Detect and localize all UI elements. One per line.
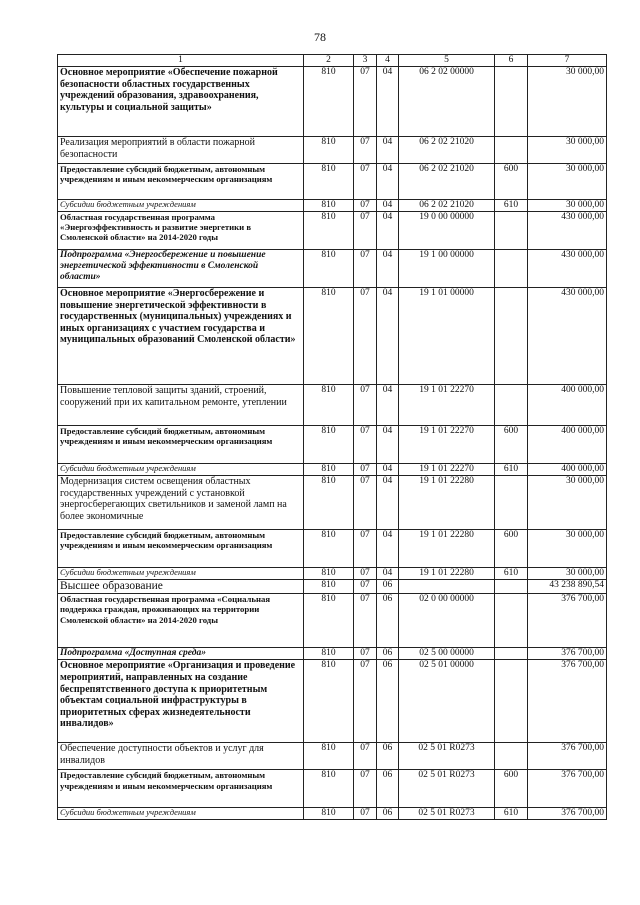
target-article-code: 06 2 02 00000 (399, 67, 495, 137)
target-article-code: 02 5 00 00000 (399, 648, 495, 660)
row-label: Повышение тепловой защиты зданий, строений, сооружений при их капитальном ремонте, утеплении (58, 385, 304, 426)
department-code: 810 (304, 385, 354, 426)
row-label: Высшее образование (58, 580, 304, 594)
section-code: 07 (354, 770, 377, 808)
amount: 30 000,00 (528, 476, 607, 530)
amount: 376 700,00 (528, 770, 607, 808)
target-article-code: 19 1 01 22270 (399, 426, 495, 464)
department-code: 810 (304, 660, 354, 743)
target-article-code: 19 1 01 22280 (399, 568, 495, 580)
target-article-code: 06 2 02 21020 (399, 164, 495, 200)
row-label: Основное мероприятие «Организация и проведение мероприятий, направленных на создание беспрепятственного доступа к приоритетным объектам социальной инфраструктуры в приоритетных сферах жизнедеятельности инвалидов» (58, 660, 304, 743)
department-code: 810 (304, 288, 354, 385)
amount: 376 700,00 (528, 648, 607, 660)
amount: 30 000,00 (528, 67, 607, 137)
amount: 30 000,00 (528, 137, 607, 164)
row-label: Субсидии бюджетным учреждениям (58, 464, 304, 476)
section-code: 07 (354, 808, 377, 820)
section-code: 07 (354, 594, 377, 648)
amount: 430 000,00 (528, 212, 607, 250)
expense-type-code: 610 (495, 200, 528, 212)
table-row (58, 200, 607, 212)
target-article-code: 19 1 01 22270 (399, 385, 495, 426)
row-label: Предоставление субсидий бюджетным, автономным учреждениям и иным некоммерческим организациям (58, 426, 304, 464)
subsection-code: 06 (377, 808, 399, 820)
header-cell: 7 (528, 55, 607, 67)
department-code: 810 (304, 648, 354, 660)
subsection-code: 06 (377, 580, 399, 594)
section-code: 07 (354, 67, 377, 137)
subsection-code: 04 (377, 385, 399, 426)
table-row (58, 660, 607, 743)
header-cell: 4 (377, 55, 399, 67)
target-article-code: 06 2 02 21020 (399, 200, 495, 212)
expense-type-code (495, 594, 528, 648)
row-label: Основное мероприятие «Обеспечение пожарной безопасности областных государственных учреждений образования, здравоохранения, культуры и социальной защиты» (58, 67, 304, 137)
table-row (58, 288, 607, 385)
row-label: Подпрограмма «Энергосбережение и повышение энергетической эффективности в Смоленской области» (58, 250, 304, 288)
section-code: 07 (354, 648, 377, 660)
table-body (58, 55, 607, 820)
header-cell: 2 (304, 55, 354, 67)
section-code: 07 (354, 568, 377, 580)
header-cell: 3 (354, 55, 377, 67)
table-row (58, 594, 607, 648)
department-code: 810 (304, 67, 354, 137)
subsection-code: 04 (377, 67, 399, 137)
row-label: Предоставление субсидий бюджетным, автономным учреждениям и иным некоммерческим организациям (58, 164, 304, 200)
subsection-code: 04 (377, 164, 399, 200)
row-label: Субсидии бюджетным учреждениям (58, 200, 304, 212)
amount: 376 700,00 (528, 808, 607, 820)
row-label: Предоставление субсидий бюджетным, автономным учреждениям и иным некоммерческим организациям (58, 530, 304, 568)
row-label: Реализация мероприятий в области пожарной безопасности (58, 137, 304, 164)
expense-type-code: 610 (495, 808, 528, 820)
section-code: 07 (354, 660, 377, 743)
target-article-code: 19 1 01 00000 (399, 288, 495, 385)
subsection-code: 04 (377, 426, 399, 464)
department-code: 810 (304, 464, 354, 476)
target-article-code: 06 2 02 21020 (399, 137, 495, 164)
target-article-code: 19 1 01 22280 (399, 530, 495, 568)
expense-type-code (495, 476, 528, 530)
department-code: 810 (304, 530, 354, 568)
target-article-code: 02 0 00 00000 (399, 594, 495, 648)
target-article-code: 19 1 01 22270 (399, 464, 495, 476)
department-code: 810 (304, 212, 354, 250)
subsection-code: 04 (377, 288, 399, 385)
row-label: Подпрограмма «Доступная среда» (58, 648, 304, 660)
department-code: 810 (304, 743, 354, 770)
subsection-code: 04 (377, 200, 399, 212)
expense-type-code (495, 580, 528, 594)
row-label: Субсидии бюджетным учреждениям (58, 808, 304, 820)
row-label: Предоставление субсидий бюджетным, автономным учреждениям и иным некоммерческим организациям (58, 770, 304, 808)
expense-type-code (495, 137, 528, 164)
table-row (58, 770, 607, 808)
expense-type-code (495, 385, 528, 426)
department-code: 810 (304, 568, 354, 580)
subsection-code: 04 (377, 137, 399, 164)
expense-type-code (495, 660, 528, 743)
target-article-code (399, 580, 495, 594)
target-article-code: 02 5 01 00000 (399, 660, 495, 743)
subsection-code: 06 (377, 648, 399, 660)
target-article-code: 02 5 01 R0273 (399, 808, 495, 820)
section-code: 07 (354, 212, 377, 250)
subsection-code: 04 (377, 568, 399, 580)
department-code: 810 (304, 137, 354, 164)
expense-type-code (495, 250, 528, 288)
department-code: 810 (304, 426, 354, 464)
table-row (58, 385, 607, 426)
section-code: 07 (354, 464, 377, 476)
expense-type-code (495, 743, 528, 770)
subsection-code: 04 (377, 250, 399, 288)
department-code: 810 (304, 200, 354, 212)
section-code: 07 (354, 580, 377, 594)
amount: 30 000,00 (528, 200, 607, 212)
expense-type-code (495, 67, 528, 137)
subsection-code: 06 (377, 770, 399, 808)
subsection-code: 06 (377, 594, 399, 648)
expense-type-code: 600 (495, 164, 528, 200)
amount: 376 700,00 (528, 594, 607, 648)
amount: 30 000,00 (528, 530, 607, 568)
table-row (58, 808, 607, 820)
amount: 30 000,00 (528, 568, 607, 580)
subsection-code: 06 (377, 743, 399, 770)
department-code: 810 (304, 250, 354, 288)
amount: 430 000,00 (528, 288, 607, 385)
section-code: 07 (354, 426, 377, 464)
expense-type-code: 600 (495, 770, 528, 808)
department-code: 810 (304, 476, 354, 530)
subsection-code: 04 (377, 476, 399, 530)
department-code: 810 (304, 580, 354, 594)
department-code: 810 (304, 770, 354, 808)
amount: 400 000,00 (528, 385, 607, 426)
target-article-code: 19 1 01 22280 (399, 476, 495, 530)
header-cell: 1 (58, 55, 304, 67)
table-row (58, 568, 607, 580)
table-row (58, 212, 607, 250)
budget-table (57, 54, 607, 820)
amount: 400 000,00 (528, 464, 607, 476)
header-cell: 6 (495, 55, 528, 67)
department-code: 810 (304, 164, 354, 200)
row-label: Областная государственная программа «Энергоэффективность и развитие энергетики в Смоленской области» на 2014-2020 годы (58, 212, 304, 250)
table-row (58, 137, 607, 164)
section-code: 07 (354, 743, 377, 770)
table-row (58, 67, 607, 137)
table-row (58, 426, 607, 464)
section-code: 07 (354, 200, 377, 212)
expense-type-code (495, 648, 528, 660)
row-label: Областная государственная программа «Социальная поддержка граждан, проживающих на территории Смоленской области» на 2014-2020 годы (58, 594, 304, 648)
section-code: 07 (354, 385, 377, 426)
subsection-code: 04 (377, 464, 399, 476)
page-number: 78 (314, 30, 326, 44)
amount: 400 000,00 (528, 426, 607, 464)
amount: 43 238 890,54 (528, 580, 607, 594)
table-row (58, 464, 607, 476)
amount: 430 000,00 (528, 250, 607, 288)
target-article-code: 02 5 01 R0273 (399, 743, 495, 770)
table-row (58, 580, 607, 594)
section-code: 07 (354, 288, 377, 385)
section-code: 07 (354, 476, 377, 530)
expense-type-code: 600 (495, 530, 528, 568)
row-label: Обеспечение доступности объектов и услуг для инвалидов (58, 743, 304, 770)
section-code: 07 (354, 530, 377, 568)
section-code: 07 (354, 250, 377, 288)
target-article-code: 02 5 01 R0273 (399, 770, 495, 808)
expense-type-code: 610 (495, 464, 528, 476)
table-row (58, 476, 607, 530)
row-label: Основное мероприятие «Энергосбережение и повышение энергетической эффективности в государственных (муниципальных) учреждениях и иных организациях с участием государства и муниципальных образований Смоленской области» (58, 288, 304, 385)
department-code: 810 (304, 594, 354, 648)
amount: 30 000,00 (528, 164, 607, 200)
expense-type-code (495, 212, 528, 250)
subsection-code: 06 (377, 660, 399, 743)
subsection-code: 04 (377, 530, 399, 568)
row-label: Субсидии бюджетным учреждениям (58, 568, 304, 580)
table-header-row (58, 55, 607, 67)
table-row (58, 530, 607, 568)
amount: 376 700,00 (528, 660, 607, 743)
section-code: 07 (354, 164, 377, 200)
amount: 376 700,00 (528, 743, 607, 770)
section-code: 07 (354, 137, 377, 164)
target-article-code: 19 1 00 00000 (399, 250, 495, 288)
expense-type-code: 610 (495, 568, 528, 580)
header-cell: 5 (399, 55, 495, 67)
table-row (58, 743, 607, 770)
expense-type-code (495, 288, 528, 385)
table-row (58, 648, 607, 660)
table-row (58, 164, 607, 200)
table-row (58, 250, 607, 288)
row-label: Модернизация систем освещения областных государственных учреждений с установкой энергосберегающих светильников и заменой ламп на более экономичные (58, 476, 304, 530)
target-article-code: 19 0 00 00000 (399, 212, 495, 250)
subsection-code: 04 (377, 212, 399, 250)
expense-type-code: 600 (495, 426, 528, 464)
department-code: 810 (304, 808, 354, 820)
